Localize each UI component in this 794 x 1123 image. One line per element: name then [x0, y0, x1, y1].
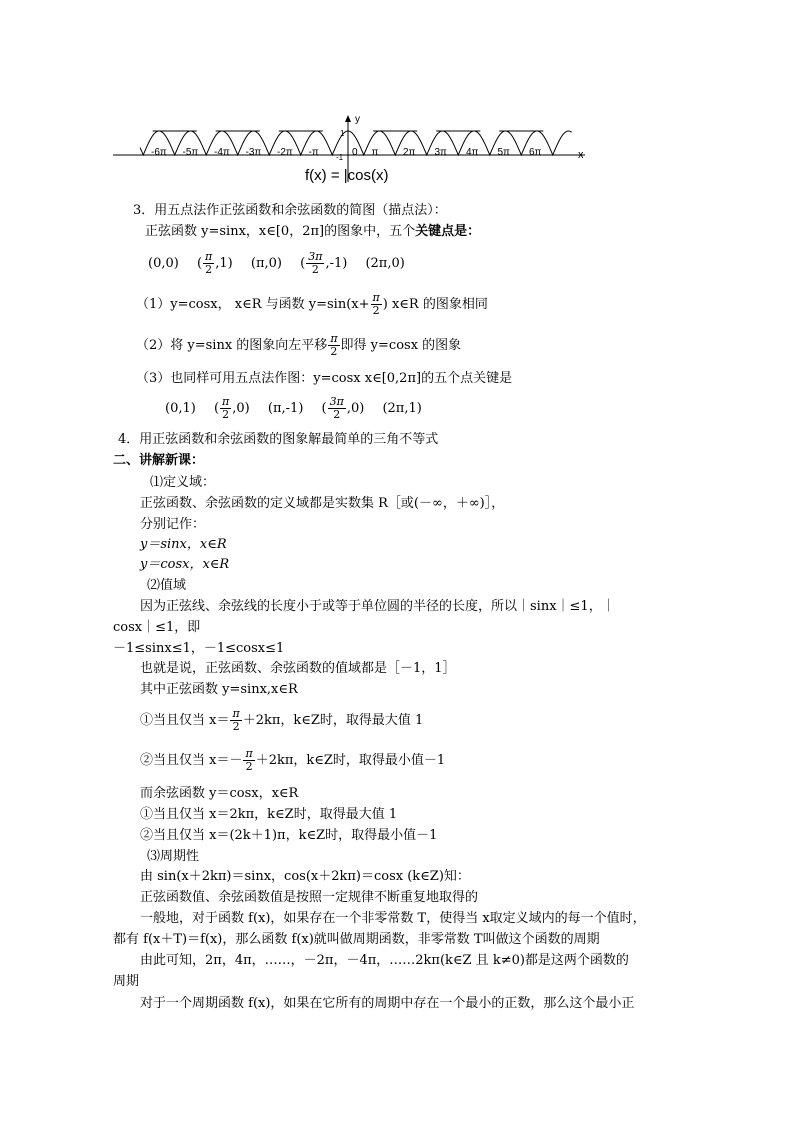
- keypoint: (π,0): [250, 256, 282, 271]
- fraction: $\frac{\pi}{2}$: [330, 332, 338, 358]
- fraction: $\frac{\pi}{2}$: [245, 747, 253, 773]
- range-text-2: cosx｜≤1，即: [113, 620, 201, 635]
- y-arrow: [345, 115, 351, 122]
- period-title: ⑶周期性: [147, 849, 200, 864]
- range-text-4: 也就是说，正弦函数、余弦函数的值域都是［－1，1］: [140, 661, 456, 676]
- range-title: ⑵值域: [147, 578, 187, 593]
- range-text-3: －1≤sinx≤1，－1≤cosx≤1: [113, 641, 285, 656]
- def-sep: 分别记作：: [140, 517, 206, 532]
- keypoint: (2π,0): [365, 256, 405, 271]
- s3-intro: [145, 224, 480, 240]
- sin-keypoints: (0,0) ( $\frac{\pi}{2}$ ,1) (π,0) ( $\frac{3\pi}{2}$ ,-1) (2π,0): [148, 250, 405, 276]
- period-1: 由 sin(x＋2kπ)＝sinx，cos(x＋2kπ)＝cosx (k∈Z)知：: [140, 869, 470, 884]
- s3-item2: （2）将 y=sinx 的图象向左平移 $\frac{\pi}{2}$ 即得 y=cosx 的图象: [136, 332, 462, 358]
- x-tick-label: 3π: [434, 147, 447, 158]
- range-cos: 而余弦函数 y＝cosx，x∈R: [140, 786, 299, 801]
- period-6: 周期: [113, 974, 140, 989]
- s4-title: 4．用正弦函数和余弦函数的图象解最简单的三角不等式: [118, 432, 439, 447]
- def-cos: y＝cosx，x∈R: [140, 557, 230, 572]
- keypoint: ,0): [346, 401, 365, 416]
- fraction: $\frac{\pi}{2}$: [222, 395, 230, 421]
- max-sin: ①当且仅当 x＝ $\frac{\pi}{2}$ ＋2kπ，k∈Z时，取得最大值 1: [140, 707, 424, 733]
- keypoint: (0,1): [165, 401, 196, 416]
- x-tick-label: 6π: [529, 147, 542, 158]
- keypoint: ,-1): [325, 256, 348, 271]
- fraction: $\frac{3\pi}{2}$: [308, 250, 323, 276]
- s3-title: 3．用五点法作正弦函数和余弦函数的简图（描点法）：: [133, 203, 447, 218]
- x-tick-label: 5π: [497, 147, 510, 158]
- keypoint: ,1): [215, 256, 233, 271]
- fraction: $\frac{3\pi}{2}$: [329, 395, 344, 421]
- x-tick-label: 4π: [466, 147, 479, 158]
- x-tick-label: -6π: [151, 147, 167, 158]
- s3-item3: （3）也同样可用五点法作图：y=cosx x∈[0,2π]的五个点关键是: [136, 371, 513, 386]
- x-tick-label: -π: [308, 147, 319, 158]
- y-one-label: 1: [340, 129, 345, 138]
- period-7: 对于一个周期函数 f(x)，如果在它所有的周期中存在一个最小的正数，那么这个最小正: [140, 996, 635, 1011]
- x-tick-label: 0: [352, 147, 358, 158]
- x-axis-label: x: [578, 149, 584, 161]
- section-heading: 二、讲解新课：: [113, 453, 205, 468]
- keypoint: (0,0): [148, 256, 179, 271]
- min-cos: ②当且仅当 x＝(2k＋1)π，k∈Z时，取得最小值－1: [140, 828, 438, 843]
- s3-intro-text: 正弦函数 y=sinx，x∈[0，2π]的图象中，五个: [145, 224, 416, 239]
- x-tick-label: -3π: [245, 147, 262, 158]
- abs-cos-graph: [0, 0, 794, 195]
- min-sin: ②当且仅当 x＝－ $\frac{\pi}{2}$ ＋2kπ，k∈Z时，取得最小值－1: [140, 747, 446, 773]
- x-tick-label: 2π: [403, 147, 416, 158]
- def-title: ⑴定义域：: [150, 475, 216, 490]
- x-tick-label: -4π: [214, 147, 230, 158]
- y-axis-label: y: [355, 114, 360, 125]
- range-text-1: 因为正弦线、余弦线的长度小于或等于单位圆的半径的长度，所以｜sinx｜≤1，｜: [140, 599, 615, 614]
- keypoint: (π,-1): [267, 401, 304, 416]
- s3-intro-bold: 关键点是：: [415, 224, 481, 239]
- x-tick-label: -5π: [182, 147, 199, 158]
- period-2: 正弦函数值、余弦函数值是按照一定规律不断重复地取得的: [140, 890, 479, 905]
- period-4: 都有 f(x＋T)＝f(x)，那么函数 f(x)就叫做周期函数，非零常数 T叫做这个函数的周期: [113, 932, 600, 947]
- def-text: 正弦函数、余弦函数的定义域都是实数集 R［或(－∞，＋∞)］，: [140, 496, 505, 511]
- keypoint: ,0): [232, 401, 250, 416]
- x-tick-label: π: [371, 147, 379, 158]
- cos-keypoints: (0,1) ( $\frac{\pi}{2}$ ,0) (π,-1) ( $\frac{3\pi}{2}$ ,0) (2π,1): [165, 395, 422, 421]
- def-sin: y＝sinx，x∈R: [140, 537, 227, 552]
- s3-item1: （1）y=cosx， x∈R 与函数 y=sin(x+ $\frac{\pi}{2}$ ) x∈R 的图象相同: [136, 291, 488, 317]
- fraction: $\frac{\pi}{2}$: [205, 250, 213, 276]
- x-tick-label: -2π: [277, 147, 293, 158]
- y-neg-one-label: -1: [336, 153, 344, 162]
- keypoint: (2π,1): [382, 401, 422, 416]
- period-3: 一般地，对于函数 f(x)，如果存在一个非零常数 T，使得当 x取定义域内的每一个值时，: [140, 911, 646, 926]
- period-5: 由此可知，2π，4π，……，－2π，－4π，……2kπ(k∈Z 且 k≠0)都是这两个函数的: [140, 953, 629, 968]
- range-sin: 其中正弦函数 y=sinx,x∈R: [140, 682, 298, 697]
- fraction: $\frac{\pi}{2}$: [232, 707, 240, 733]
- max-cos: ①当且仅当 x＝2kπ，k∈Z时，取得最大值 1: [140, 807, 398, 822]
- graph-caption: f(x) = |cos(x): [305, 167, 389, 184]
- fraction: $\frac{\pi}{2}$: [372, 291, 380, 317]
